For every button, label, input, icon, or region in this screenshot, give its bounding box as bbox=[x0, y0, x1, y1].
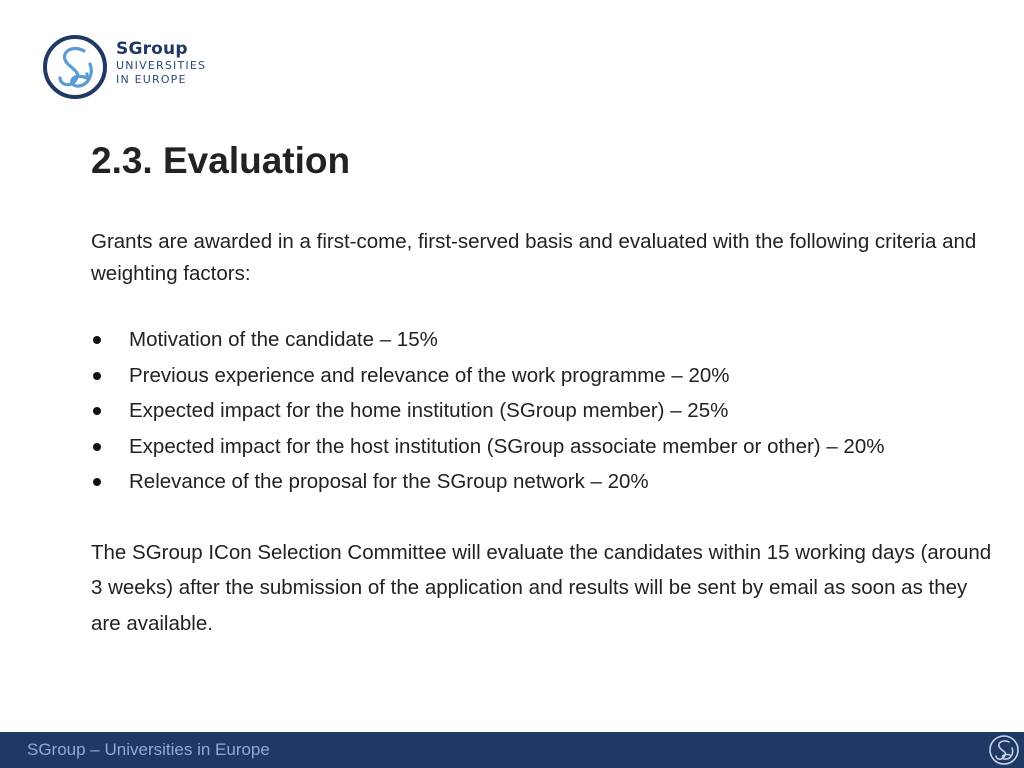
slide-title: 2.3. Evaluation bbox=[91, 140, 351, 181]
bullet-icon bbox=[93, 372, 101, 380]
list-item bbox=[91, 464, 996, 500]
logo-name: SGroup bbox=[116, 39, 188, 59]
sgroup-mark-icon bbox=[988, 734, 1020, 766]
footer-bar bbox=[0, 732, 1024, 768]
footer-text: SGroup – Universities in Europe bbox=[27, 740, 270, 759]
list-item-text: Relevance of the proposal for the SGroup network – 20% bbox=[129, 470, 649, 493]
list-item-text: Expected impact for the host institution (SGroup associate member or other) – 20% bbox=[129, 434, 885, 458]
list-item bbox=[91, 322, 996, 358]
bullet-icon bbox=[93, 443, 101, 451]
slide-body bbox=[91, 226, 996, 641]
bullet-icon bbox=[93, 407, 101, 415]
list-item bbox=[91, 429, 996, 465]
list-item bbox=[91, 358, 996, 394]
criteria-list bbox=[91, 322, 996, 500]
sgroup-logo-icon bbox=[42, 34, 108, 100]
logo-tagline-line2: IN EUROPE bbox=[116, 72, 187, 86]
bullet-icon bbox=[93, 478, 101, 486]
list-item bbox=[91, 393, 996, 429]
outro-paragraph: The SGroup ICon Selection Committee will evaluate the candidates within 15 working days (around 3 weeks) after the submission of the application and results will be sent by email as soon as they are available. bbox=[91, 540, 992, 635]
list-item-text: Motivation of the candidate – 15% bbox=[129, 328, 438, 351]
logo-tagline-line1: UNIVERSITIES bbox=[116, 59, 207, 72]
sgroup-logo bbox=[42, 34, 242, 104]
intro-paragraph: Grants are awarded in a first-come, first-served basis and evaluated with the following criteria and weighting factors: bbox=[91, 230, 977, 285]
bullet-icon bbox=[93, 336, 101, 344]
list-item-text: Expected impact for the home institution (SGroup member) – 25% bbox=[129, 399, 729, 422]
list-item-text: Previous experience and relevance of the work programme – 20% bbox=[129, 363, 730, 387]
